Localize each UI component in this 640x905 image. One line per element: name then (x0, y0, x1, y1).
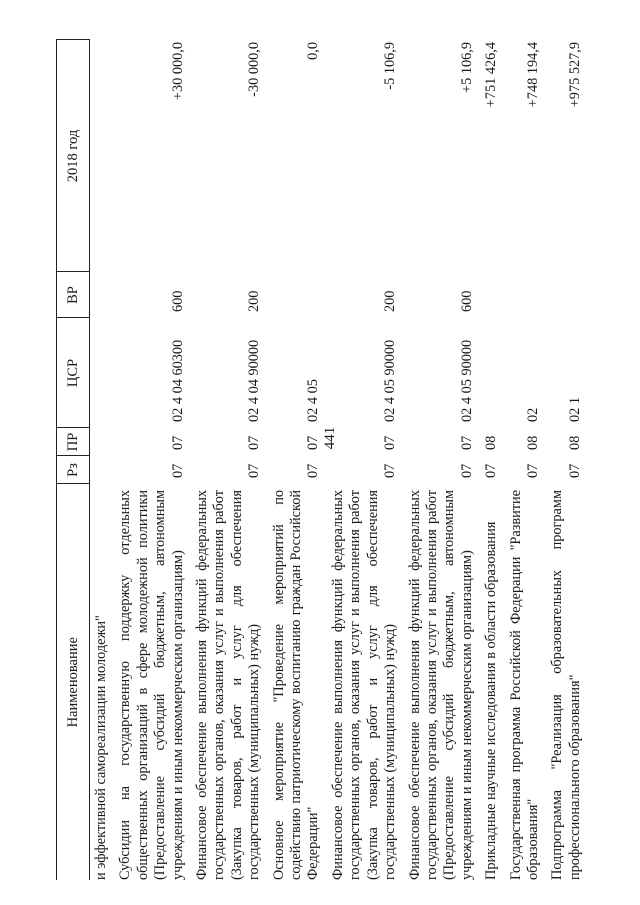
row-name: Подпрограмма "Реализация образовательных программ профессионального образования" (549, 490, 583, 880)
row-rz: 07 (458, 463, 475, 478)
row-pr: 08 (524, 435, 541, 450)
budget-table (56, 40, 588, 881)
row-vr (505, 272, 547, 318)
row-csr: 02 1 (566, 396, 583, 422)
row-csr: 02 4 05 (305, 379, 322, 422)
row-name: Прикладные научные исследования в области образования (483, 521, 500, 880)
row-pr (90, 428, 115, 456)
row-amount: 0,0 (305, 42, 322, 60)
row-csr: 02 4 05 90000 (382, 339, 399, 422)
row-rz: 07 (566, 463, 583, 478)
table-row (546, 40, 588, 880)
row-csr: 02 4 04 60300 (169, 339, 186, 422)
row-csr (90, 318, 115, 428)
row-amount: +751 426,4 (483, 42, 500, 108)
row-rz: 07 (246, 463, 263, 478)
header-name: Наименование (57, 484, 90, 880)
rotated-page (56, 40, 596, 880)
row-name: Финансовое обеспечение выполнения функций федеральных государственных органов, оказания услуг и выполнения работ (Закупка товаров, работ и услуг для обеспечения государственных (муниципальных) нужд) (194, 490, 263, 880)
row-name: Государственная программа Российской Федерации "Развитие образования" (507, 490, 541, 880)
row-name: Финансовое обеспечение выполнения функций федеральных государственных органов, оказания услуг и выполнения работ (Предоставление субсидий бюджетным, автономным учреждениям и иным некоммерческим организациям) (406, 490, 475, 880)
page-number: 441 (322, 426, 338, 450)
row-pr: 07 (169, 435, 186, 450)
table-row (404, 40, 481, 880)
table-header-row (57, 40, 90, 880)
row-csr: 02 4 04 90000 (246, 339, 263, 422)
row-pr: 07 (246, 435, 263, 450)
row-vr: 200 (246, 290, 263, 312)
row-amount: -30 000,0 (246, 42, 263, 97)
row-csr: 02 4 05 90000 (458, 339, 475, 422)
row-vr: 600 (458, 290, 475, 312)
row-vr (90, 272, 115, 318)
table-row (268, 40, 327, 880)
row-amount: +5 106,9 (458, 42, 475, 93)
table-row (191, 40, 268, 880)
row-amount (90, 40, 115, 272)
row-pr: 07 (458, 435, 475, 450)
row-rz: 07 (524, 463, 541, 478)
row-rz: 07 (169, 463, 186, 478)
row-name: Субсидии на государственную поддержку отдельных общественных организаций в сфере молодежной политики (Предоставление субсидий бюджетным, автономным учреждениям и иным некоммерческим организациям) (117, 490, 186, 880)
row-pr: 08 (566, 435, 583, 450)
header-pr: ПР (57, 428, 90, 456)
row-vr: 200 (382, 290, 399, 312)
row-amount: +975 527,9 (566, 42, 583, 108)
table-row (90, 40, 115, 880)
table-row (114, 40, 191, 880)
row-rz: 07 (483, 463, 500, 478)
header-vr: ВР (57, 272, 90, 318)
row-pr: 07 (305, 435, 322, 450)
row-vr (546, 272, 588, 318)
row-amount: +748 194,4 (524, 42, 541, 108)
header-rz: Рз (57, 456, 90, 484)
row-pr: 08 (483, 435, 500, 450)
row-vr: 600 (169, 290, 186, 312)
row-name: Основное мероприятие "Проведение мероприятий по содействию патриотическому воспитанию граждан Российской Федерации" (270, 490, 322, 880)
row-name: и эффективной самореализации молодежи" (93, 615, 109, 880)
row-pr: 07 (382, 435, 399, 450)
table-row (480, 40, 504, 880)
row-rz: 07 (305, 463, 322, 478)
row-csr: 02 (524, 407, 541, 422)
header-csr: ЦСР (57, 318, 90, 428)
row-amount: -5 106,9 (382, 42, 399, 90)
row-rz: 07 (382, 463, 399, 478)
table-row (327, 40, 404, 880)
row-vr (480, 272, 504, 318)
table-row (505, 40, 547, 880)
row-vr (268, 272, 327, 318)
row-amount: +30 000,0 (169, 42, 186, 101)
row-rz (90, 456, 115, 484)
row-csr (480, 318, 504, 428)
row-name: Финансовое обеспечение выполнения функций федеральных государственных органов, оказания услуг и выполнения работ (Закупка товаров, работ и услуг для обеспечения государственных (муниципальных) нужд) (329, 490, 399, 880)
header-year: 2018 год (57, 40, 90, 272)
